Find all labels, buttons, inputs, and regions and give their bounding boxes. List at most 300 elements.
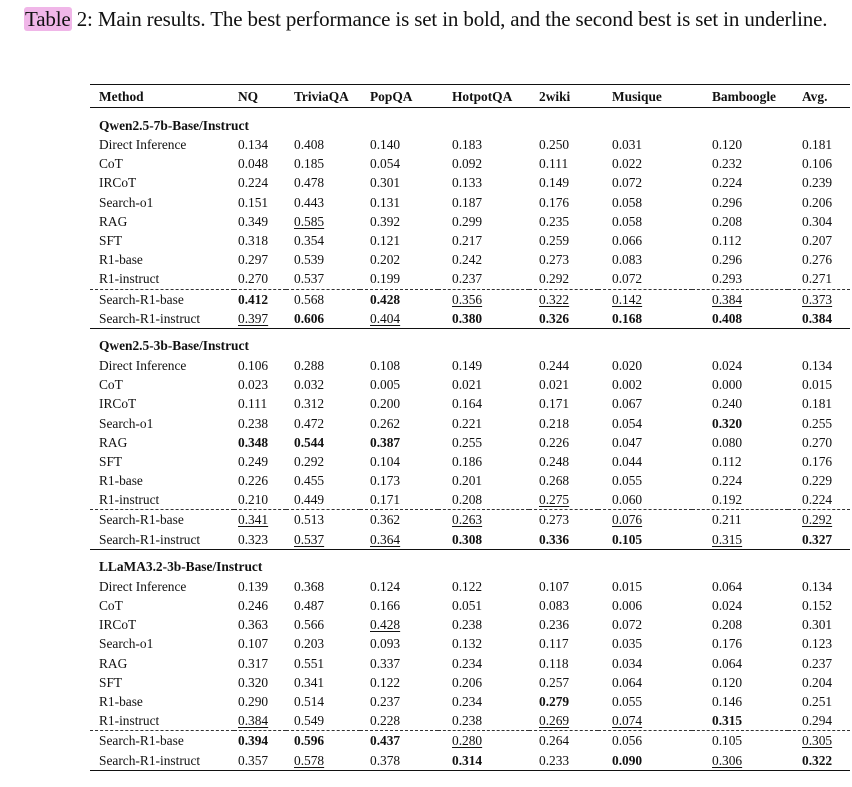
value-cell: 0.237 [802,655,833,671]
method-cell: CoT [99,377,123,393]
value-cell: 0.428 [370,617,401,633]
table-row [90,309,850,329]
table-row [90,394,850,413]
method-cell: Search-R1-instruct [99,310,201,326]
value-cell: 0.083 [612,252,643,268]
value-cell: 0.140 [370,137,401,153]
value-cell: 0.168 [612,310,643,326]
table-caption [24,7,834,32]
value-cell: 0.242 [452,252,483,268]
caption-text: 2: Main results. The best performance is set in bold, and the second best is set in underline. [71,7,828,31]
value-cell: 0.164 [452,396,483,412]
value-cell: 0.133 [452,175,483,191]
header-bamboogle: Bamboogle [692,85,788,108]
value-cell: 0.487 [294,598,325,614]
value-cell: 0.229 [802,473,833,489]
method-cell: RAG [99,655,128,671]
value-cell: 0.092 [452,156,483,172]
method-cell: Search-R1-base [90,731,234,751]
value-cell: 0.239 [802,175,833,191]
value-cell: 0.250 [539,137,570,153]
value-cell: 0.083 [539,598,570,614]
value-cell: 0.392 [370,213,401,229]
value-cell: 0.072 [612,175,643,191]
value-cell: 0.363 [238,617,269,633]
value-cell: 0.054 [370,156,401,172]
value-cell: 0.054 [612,415,643,431]
value-cell: 0.455 [294,473,325,489]
value-cell: 0.578 [286,750,360,770]
value-cell: 0.111 [238,396,268,412]
value-cell: 0.449 [294,492,325,508]
value-cell: 0.257 [539,674,570,690]
value-cell: 0.323 [238,531,269,547]
value-cell: 0.035 [612,636,643,652]
value-cell: 0.264 [529,731,598,751]
value-cell: 0.206 [452,674,483,690]
value-cell: 0.544 [294,434,325,450]
value-cell: 0.171 [370,492,401,508]
value-cell: 0.080 [712,434,743,450]
value-cell: 0.221 [452,415,483,431]
value-cell: 0.139 [238,578,269,594]
value-cell: 0.537 [294,531,325,547]
value-cell: 0.236 [539,617,570,633]
value-cell: 0.149 [539,175,570,191]
value-cell: 0.149 [452,357,483,373]
value-cell: 0.327 [802,531,833,547]
value-cell: 0.320 [712,415,743,431]
value-cell: 0.288 [294,357,325,373]
value-cell: 0.341 [294,674,325,690]
value-cell: 0.551 [294,655,325,671]
value-cell: 0.408 [712,310,743,326]
value-cell: 0.428 [360,289,438,309]
table-row [90,269,850,289]
value-cell: 0.224 [712,175,743,191]
value-cell: 0.226 [539,434,570,450]
value-cell: 0.276 [802,252,833,268]
value-cell: 0.336 [539,531,570,547]
value-cell: 0.238 [238,415,269,431]
value-cell: 0.443 [294,194,325,210]
highlighted-table-label: Table [25,7,71,31]
value-cell: 0.134 [802,357,833,373]
value-cell: 0.306 [692,750,788,770]
value-cell: 0.233 [529,750,598,770]
header-2wiki: 2wiki [529,85,598,108]
value-cell: 0.123 [802,636,833,652]
value-cell: 0.294 [802,713,833,729]
value-cell: 0.317 [238,655,269,671]
value-cell: 0.208 [712,213,743,229]
method-cell: R1-base [99,473,143,489]
value-cell: 0.357 [234,750,286,770]
value-cell: 0.106 [802,156,833,172]
value-cell: 0.299 [452,213,483,229]
value-cell: 0.237 [370,693,401,709]
value-cell: 0.384 [692,289,788,309]
value-cell: 0.201 [452,473,483,489]
value-cell: 0.183 [452,137,483,153]
value-cell: 0.090 [598,750,692,770]
value-cell: 0.146 [712,693,743,709]
value-cell: 0.176 [539,194,570,210]
table-row [90,452,850,471]
value-cell: 0.380 [452,310,483,326]
value-cell: 0.437 [360,731,438,751]
value-cell: 0.315 [712,531,743,547]
value-cell: 0.107 [539,578,570,594]
value-cell: 0.105 [692,731,788,751]
value-cell: 0.348 [238,434,269,450]
value-cell: 0.122 [370,674,401,690]
method-cell: RAG [99,434,128,450]
section-title: Qwen2.5-7b-Base/Instruct [99,117,249,133]
method-cell: CoT [99,156,123,172]
value-cell: 0.263 [438,510,529,530]
value-cell: 0.384 [802,310,833,326]
value-cell: 0.072 [612,271,643,287]
value-cell: 0.585 [294,213,325,229]
table-row [90,193,850,212]
value-cell: 0.378 [360,750,438,770]
value-cell: 0.246 [238,598,269,614]
value-cell: 0.356 [438,289,529,309]
value-cell: 0.280 [438,731,529,751]
table-row [90,634,850,653]
value-cell: 0.108 [370,357,401,373]
value-cell: 0.513 [286,510,360,530]
value-cell: 0.251 [802,693,833,709]
table-row [90,356,850,375]
value-cell: 0.032 [294,377,325,393]
header-method: Method [90,85,234,108]
value-cell: 0.304 [802,213,833,229]
value-cell: 0.322 [788,750,850,770]
value-cell: 0.058 [612,213,643,229]
value-cell: 0.064 [712,578,743,594]
table-row [90,596,850,615]
value-cell: 0.211 [692,510,788,530]
table-row [90,289,850,309]
value-cell: 0.537 [294,271,325,287]
value-cell: 0.002 [612,377,643,393]
value-cell: 0.047 [612,434,643,450]
table-row [90,654,850,673]
value-cell: 0.021 [539,377,570,393]
value-cell: 0.093 [370,636,401,652]
value-cell: 0.384 [238,713,269,729]
value-cell: 0.058 [612,194,643,210]
value-cell: 0.234 [452,693,483,709]
value-cell: 0.341 [234,510,286,530]
value-cell: 0.121 [370,233,401,249]
table-row [90,711,850,731]
value-cell: 0.232 [712,156,743,172]
value-cell: 0.055 [612,693,643,709]
table-row [90,413,850,432]
value-cell: 0.000 [712,377,743,393]
value-cell: 0.387 [370,434,401,450]
value-cell: 0.301 [370,175,401,191]
value-cell: 0.238 [452,713,483,729]
header-popqa: PopQA [360,85,438,108]
value-cell: 0.020 [612,357,643,373]
value-cell: 0.234 [452,655,483,671]
results-table [90,84,850,771]
table-row [90,530,850,550]
value-cell: 0.202 [370,252,401,268]
value-cell: 0.064 [612,674,643,690]
value-cell: 0.210 [238,492,269,508]
method-cell: IRCoT [99,617,137,633]
value-cell: 0.549 [294,713,325,729]
value-cell: 0.606 [294,310,325,326]
table-header-row [90,85,850,108]
value-cell: 0.273 [539,252,570,268]
value-cell: 0.152 [802,598,833,614]
section-title-row [90,328,850,356]
value-cell: 0.185 [294,156,325,172]
method-cell: Search-o1 [99,415,154,431]
table-row [90,173,850,192]
value-cell: 0.044 [612,453,643,469]
table-row [90,212,850,231]
method-cell: R1-base [99,693,143,709]
section-title-row [90,108,850,136]
value-cell: 0.199 [370,271,401,287]
value-cell: 0.192 [712,492,743,508]
method-cell: Search-o1 [99,194,154,210]
value-cell: 0.412 [234,289,286,309]
method-cell: IRCoT [99,396,137,412]
value-cell: 0.104 [370,453,401,469]
value-cell: 0.142 [598,289,692,309]
value-cell: 0.056 [598,731,692,751]
value-cell: 0.166 [370,598,401,614]
value-cell: 0.112 [712,233,742,249]
value-cell: 0.240 [712,396,743,412]
value-cell: 0.208 [712,617,743,633]
value-cell: 0.238 [452,617,483,633]
header-nq: NQ [234,85,286,108]
value-cell: 0.181 [802,396,833,412]
table-row [90,250,850,269]
value-cell: 0.296 [712,252,743,268]
value-cell: 0.106 [238,357,269,373]
method-cell: Search-R1-base [90,510,234,530]
table-row [90,615,850,634]
value-cell: 0.186 [452,453,483,469]
value-cell: 0.268 [539,473,570,489]
table-row [90,135,850,154]
method-cell: RAG [99,213,128,229]
value-cell: 0.131 [370,194,401,210]
method-cell: Direct Inference [99,137,187,153]
value-cell: 0.005 [370,377,401,393]
value-cell: 0.015 [612,578,643,594]
value-cell: 0.120 [712,137,743,153]
value-cell: 0.349 [238,213,269,229]
value-cell: 0.022 [612,156,643,172]
value-cell: 0.064 [712,655,743,671]
value-cell: 0.472 [294,415,325,431]
value-cell: 0.270 [238,271,269,287]
table-row [90,471,850,490]
value-cell: 0.034 [612,655,643,671]
table-row [90,154,850,173]
value-cell: 0.224 [712,473,743,489]
value-cell: 0.279 [539,693,570,709]
value-cell: 0.270 [802,434,833,450]
value-cell: 0.305 [788,731,850,751]
value-cell: 0.404 [370,310,401,326]
table-row [90,510,850,530]
value-cell: 0.322 [529,289,598,309]
value-cell: 0.478 [294,175,325,191]
table-row [90,692,850,711]
value-cell: 0.051 [452,598,483,614]
value-cell: 0.074 [612,713,643,729]
method-cell: Search-R1-instruct [90,750,234,770]
value-cell: 0.275 [539,492,570,508]
value-cell: 0.308 [452,531,483,547]
value-cell: 0.118 [539,655,569,671]
value-cell: 0.315 [712,713,743,729]
value-cell: 0.173 [370,473,401,489]
method-cell: R1-base [99,252,143,268]
value-cell: 0.262 [370,415,401,431]
value-cell: 0.023 [238,377,269,393]
value-cell: 0.273 [529,510,598,530]
value-cell: 0.226 [238,473,269,489]
value-cell: 0.255 [802,415,833,431]
header-musique: Musique [598,85,692,108]
value-cell: 0.107 [238,636,269,652]
value-cell: 0.259 [539,233,570,249]
value-cell: 0.249 [238,453,269,469]
value-cell: 0.203 [294,636,325,652]
value-cell: 0.364 [370,531,401,547]
value-cell: 0.112 [712,453,742,469]
value-cell: 0.181 [802,137,833,153]
value-cell: 0.237 [452,271,483,287]
value-cell: 0.048 [238,156,269,172]
value-cell: 0.373 [788,289,850,309]
value-cell: 0.297 [238,252,269,268]
value-cell: 0.269 [539,713,570,729]
value-cell: 0.151 [238,194,269,210]
value-cell: 0.124 [370,578,401,594]
value-cell: 0.408 [294,137,325,153]
value-cell: 0.117 [539,636,569,652]
value-cell: 0.235 [539,213,570,229]
value-cell: 0.015 [802,377,833,393]
value-cell: 0.596 [286,731,360,751]
value-cell: 0.072 [612,617,643,633]
value-cell: 0.176 [712,636,743,652]
value-cell: 0.362 [360,510,438,530]
value-cell: 0.132 [452,636,483,652]
method-cell: Search-R1-base [90,289,234,309]
value-cell: 0.292 [294,453,325,469]
value-cell: 0.514 [294,693,325,709]
method-cell: R1-instruct [99,271,160,287]
header-triviaqa: TriviaQA [286,85,360,108]
header-avg: Avg. [788,85,850,108]
value-cell: 0.187 [452,194,483,210]
value-cell: 0.354 [294,233,325,249]
method-cell: SFT [99,453,123,469]
value-cell: 0.067 [612,396,643,412]
value-cell: 0.060 [612,492,643,508]
table-body [90,108,850,771]
value-cell: 0.292 [788,510,850,530]
table-row [90,673,850,692]
value-cell: 0.217 [452,233,483,249]
table-row [90,577,850,596]
value-cell: 0.228 [370,713,401,729]
value-cell: 0.171 [539,396,570,412]
value-cell: 0.206 [802,194,833,210]
value-cell: 0.031 [612,137,643,153]
method-cell: Direct Inference [99,578,187,594]
value-cell: 0.055 [612,473,643,489]
value-cell: 0.024 [712,357,743,373]
table-row [90,731,850,751]
value-cell: 0.120 [712,674,743,690]
value-cell: 0.176 [802,453,833,469]
value-cell: 0.207 [802,233,833,249]
value-cell: 0.271 [802,271,833,287]
value-cell: 0.021 [452,377,483,393]
table-row [90,375,850,394]
method-cell: R1-instruct [99,492,160,508]
value-cell: 0.066 [612,233,643,249]
value-cell: 0.200 [370,396,401,412]
value-cell: 0.134 [802,578,833,594]
method-cell: IRCoT [99,175,137,191]
value-cell: 0.293 [712,271,743,287]
value-cell: 0.204 [802,674,833,690]
method-cell: Direct Inference [99,357,187,373]
value-cell: 0.568 [286,289,360,309]
method-cell: Search-R1-instruct [99,531,201,547]
value-cell: 0.218 [539,415,570,431]
value-cell: 0.368 [294,578,325,594]
value-cell: 0.248 [539,453,570,469]
value-cell: 0.394 [234,731,286,751]
value-cell: 0.111 [539,156,569,172]
value-cell: 0.024 [712,598,743,614]
value-cell: 0.134 [238,137,269,153]
section-title: Qwen2.5-3b-Base/Instruct [90,328,850,356]
method-cell: CoT [99,598,123,614]
method-cell: Search-o1 [99,636,154,652]
value-cell: 0.076 [598,510,692,530]
value-cell: 0.566 [294,617,325,633]
value-cell: 0.337 [370,655,401,671]
method-cell: SFT [99,674,123,690]
table-row [90,433,850,452]
value-cell: 0.244 [539,357,570,373]
section-title: LLaMA3.2-3b-Base/Instruct [90,549,850,577]
value-cell: 0.326 [539,310,570,326]
value-cell: 0.208 [452,492,483,508]
value-cell: 0.255 [452,434,483,450]
section-title-row [90,549,850,577]
